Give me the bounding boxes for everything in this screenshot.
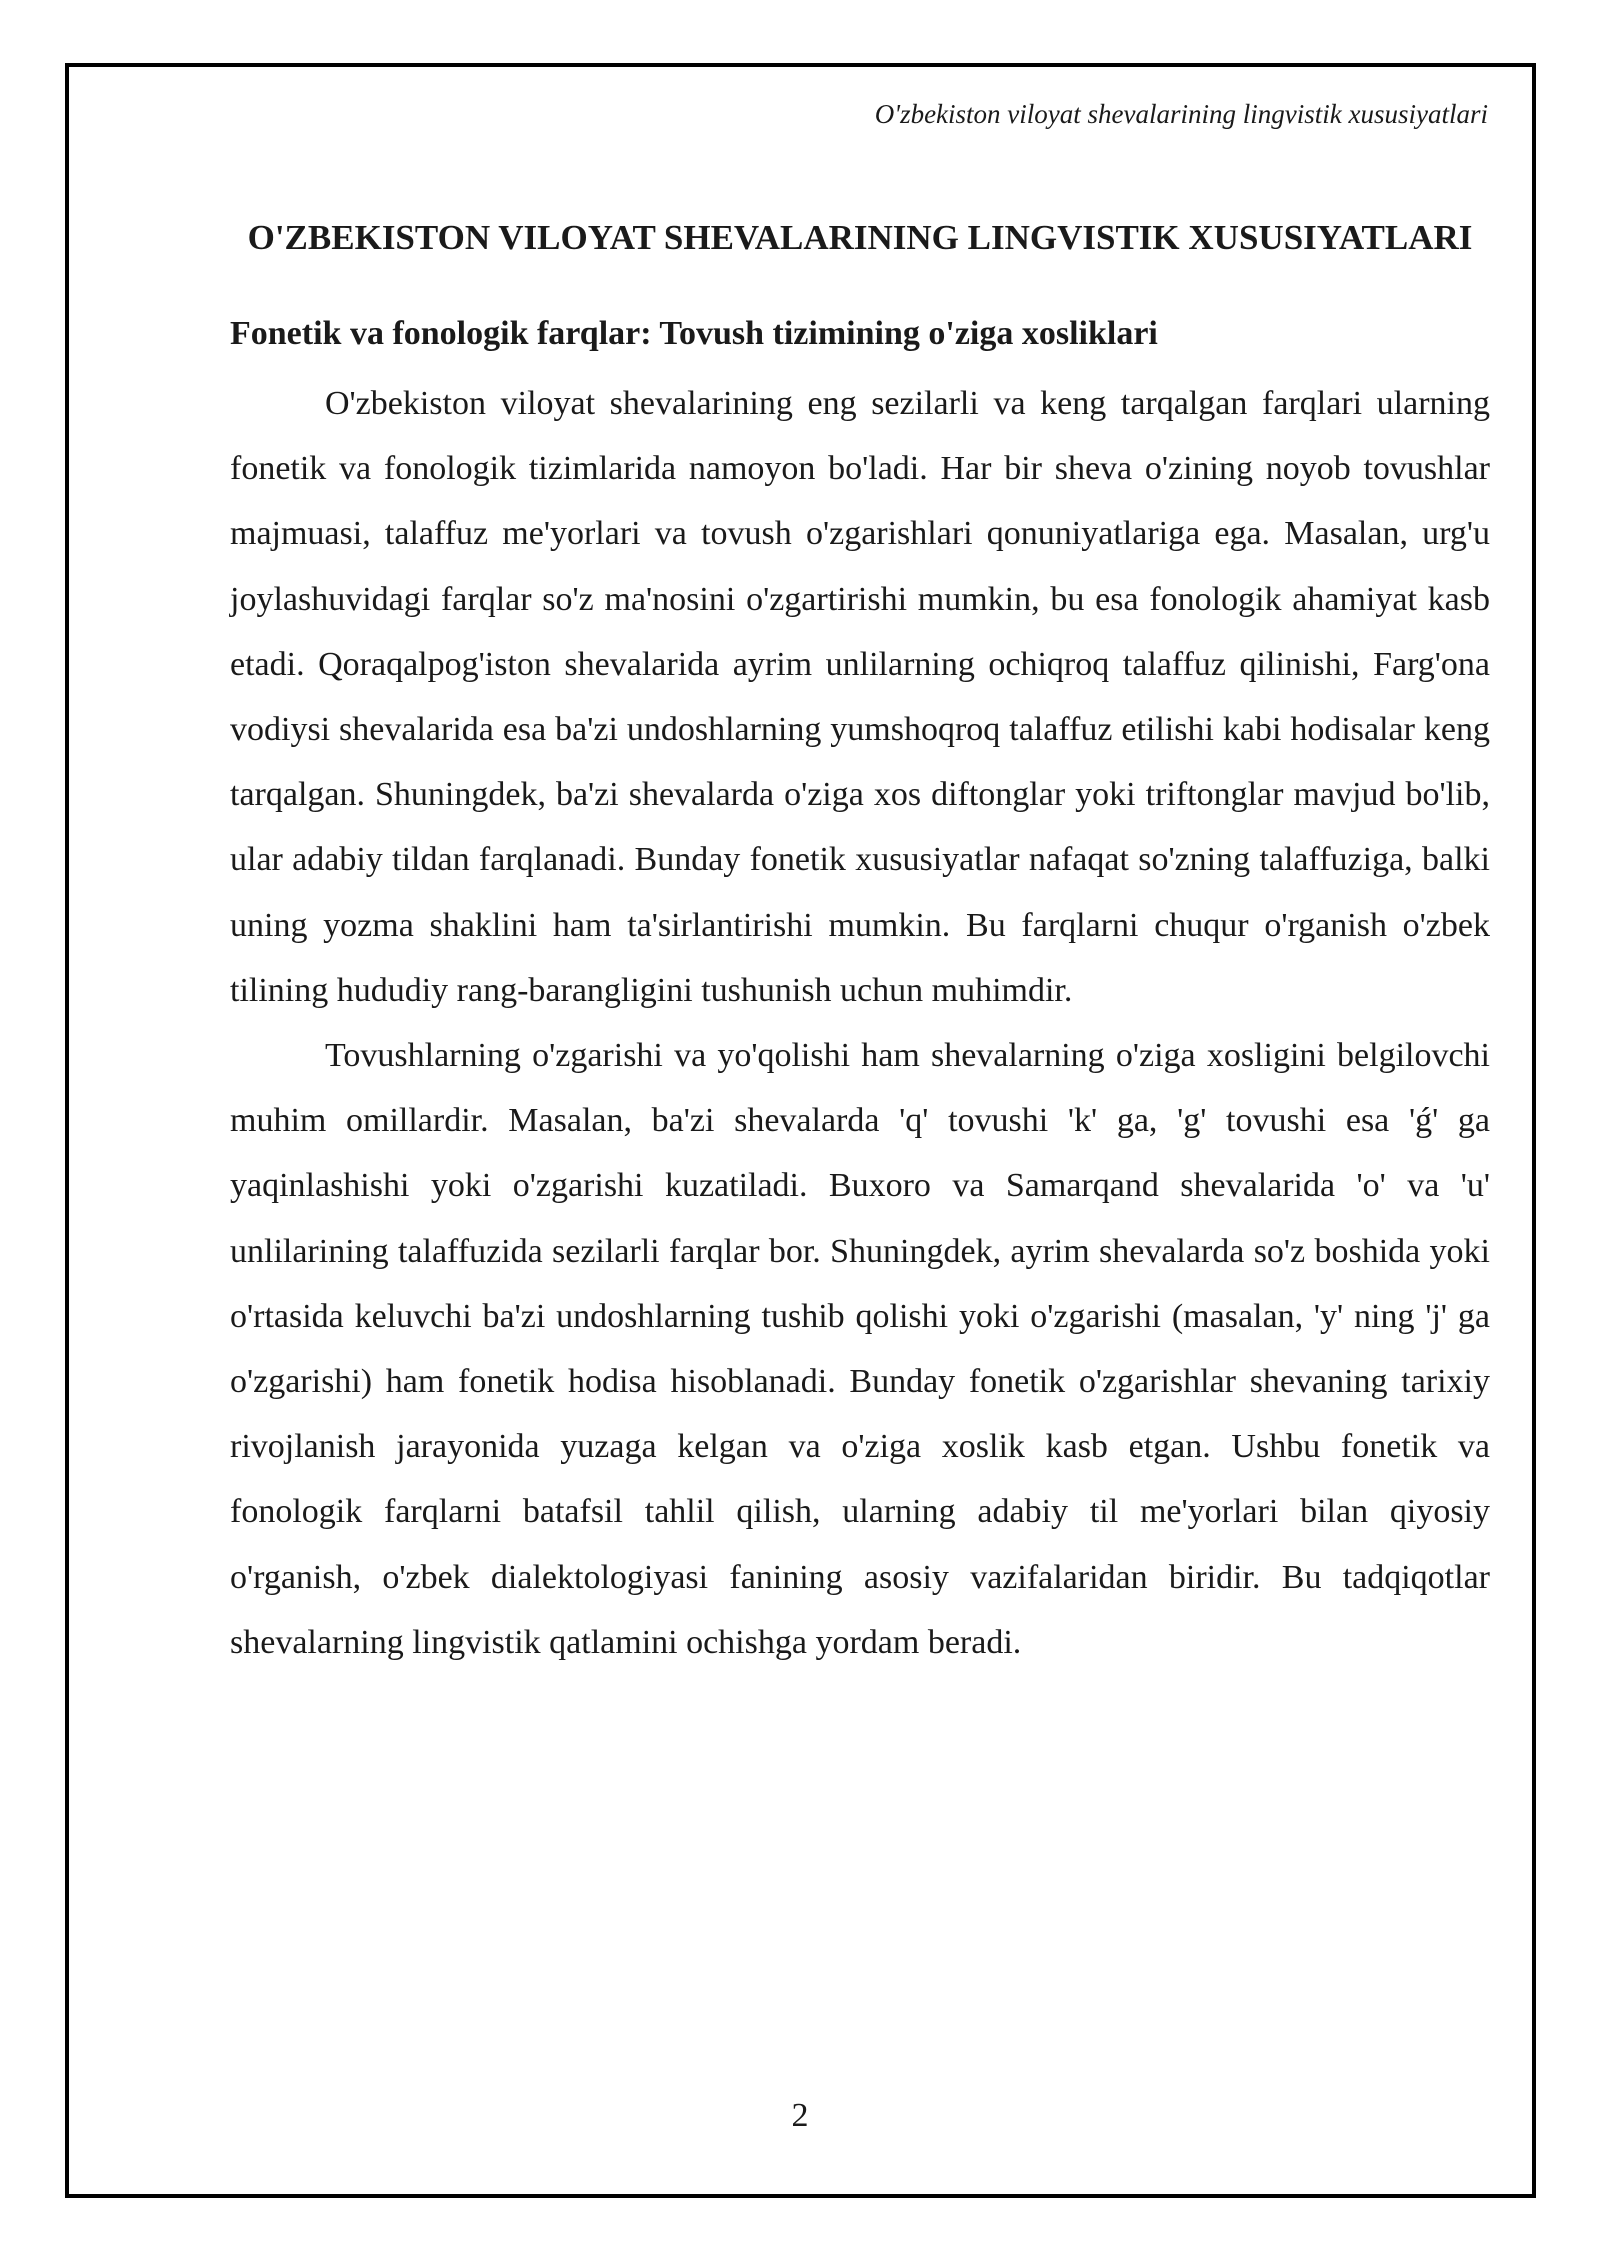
page-number: 2 (791, 2097, 809, 2134)
body-paragraph: O'zbekiston viloyat shevalarining eng sezilarli va keng tarqalgan farqlari ularning fonetik va fonologik tizimlarida namoyon bo'ladi. Har bir sheva o'zining noyob tovushlar majmuasi, talaffuz me'yorlari va tovush o'zgarishlari qonuniyatlariga ega. Masalan, urg'u joylashuvidagi farqlar so'z ma'nosini o'zgartirishi mumkin, bu esa fonologik ahamiyat kasb etadi. Qoraqalpog'iston shevalarida ayrim unlilarning ochiqroq talaffuz qilinishi, Farg'ona vodiysi shevalarida esa ba'zi undoshlarning yumshoqroq talaffuz etilishi kabi hodisalar keng tarqalgan. Shuningdek, ba'zi shevalarda o'ziga xos diftonglar yoki triftonglar mavjud bo'lib, ular adabiy tildan farqlanadi. Bunday fonetik xususiyatlar nafaqat so'zning talaffuziga, balki uning yozma shaklini ham ta'sirlantirishi mumkin. Bu farqlarni chuqur o'rganish o'zbek tilining hududiy rang-barangligini tushunish uchun muhimdir. (230, 385, 1490, 1009)
section-heading: Fonetik va fonologik farqlar: Tovush tizimining o'ziga xosliklari (230, 315, 1158, 352)
document-title: O'ZBEKISTON VILOYAT SHEVALARINING LINGVISTIK XUSUSIYATLARI (247, 218, 1473, 257)
running-header: O'zbekiston viloyat shevalarining lingvistik xususiyatlari (874, 99, 1488, 129)
document-body (230, 205, 1490, 1675)
body-paragraph: Tovushlarning o'zgarishi va yo'qolishi ham shevalarning o'ziga xosligini belgilovchi muhim omillardir. Masalan, ba'zi shevalarda 'q' tovushi 'k' ga, 'g' tovushi esa 'ǵ' ga yaqinlashishi yoki o'zgarishi kuzatiladi. Buxoro va Samarqand shevalarida 'o' va 'u' unlilarining talaffuzida sezilarli farqlar bor. Shuningdek, ayrim shevalarda so'z boshida yoki o'rtasida keluvchi ba'zi undoshlarning tushib qolishi yoki o'zgarishi (masalan, 'y' ning 'j' ga o'zgarishi) ham fonetik hodisa hisoblanadi. Bunday fonetik o'zgarishlar shevaning tarixiy rivojlanish jarayonida yuzaga kelgan va o'ziga xoslik kasb etgan. Ushbu fonetik va fonologik farqlarni batafsil tahlil qilish, ularning adabiy til me'yorlari bilan qiyosiy o'rganish, o'zbek dialektologiyasi fanining asosiy vazifalaridan biridir. Bu tadqiqotlar shevalarning lingvistik qatlamini ochishga yordam beradi. (230, 1037, 1490, 1661)
